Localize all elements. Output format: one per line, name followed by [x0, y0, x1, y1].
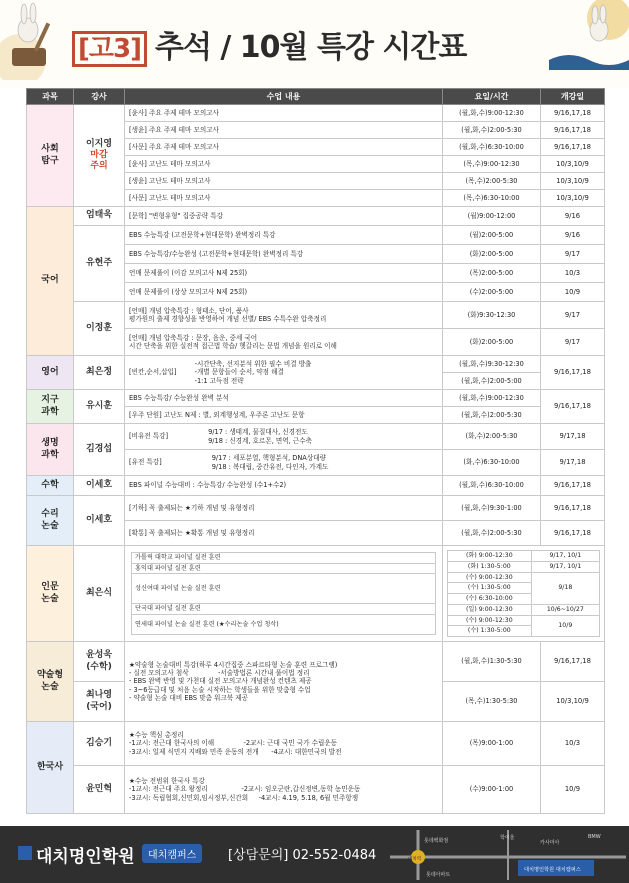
- content-line: - 약술형 논술 대비 EBS 맞춤 워크북 제공: [129, 693, 248, 702]
- schedule-cell: [443, 546, 605, 642]
- teacher-name: 최은정: [74, 356, 125, 390]
- course-date: 9/17: [541, 245, 605, 264]
- course-content: [생윤] 고난도 테마 모의고사: [125, 173, 443, 190]
- course-content: EBS 수능특강/수능완성 (고전문학+현대문학) 완벽정리 특강: [125, 245, 443, 264]
- course-date: 9/16: [541, 207, 605, 226]
- course-content: [125, 450, 443, 476]
- course-time: (월,화,수)6:30-10:00: [443, 139, 541, 156]
- course-date: 9/17,18: [541, 450, 605, 476]
- course-date: 10/3,10/9: [541, 190, 605, 207]
- course-content: 언매 문제풀이 (상상 모의고사 N제 25회): [125, 283, 443, 302]
- subject-earth-science: 지구 과학: [27, 390, 74, 424]
- table-row: [27, 226, 605, 245]
- course-date: 9/16,17,18: [541, 356, 605, 390]
- teacher-name: 이세호: [74, 496, 125, 546]
- content-line: [언매] 개념 압축특강 : 문장, 음운, 중세 국어: [129, 333, 258, 342]
- course-date: 10/9: [541, 283, 605, 302]
- map-label: 롯데아파트: [426, 872, 451, 878]
- course-item: 홍익대 파이널 실전 훈련: [132, 563, 436, 574]
- content-line: 9/18 : 신경계, 호르몬, 면역, 근수축: [208, 436, 312, 445]
- table-row: [27, 105, 605, 122]
- course-item: 연세대 파이널 논술 실전 훈련 (★수리논술 수업 청삭): [132, 615, 436, 635]
- course-date: 10/3: [541, 722, 605, 766]
- course-content: [125, 356, 443, 390]
- content-line: ★수능 핵심 총정리: [129, 731, 184, 740]
- content-line: -1교시: 전근대 한국사의 이해 -2교시: 근대 국민 국가 수립운동: [129, 739, 338, 748]
- col-teacher: 강사: [74, 89, 125, 105]
- course-time: (목,수)9:00-12:30: [443, 156, 541, 173]
- course-content: [문학] "변형유형" 집중공략 특강: [125, 207, 443, 226]
- course-content: [사문] 주요 주제 테마 모의고사: [125, 139, 443, 156]
- course-time: (월,화,수)2:00-5:30: [443, 122, 541, 139]
- subject-life-science: 생명 과학: [27, 424, 74, 476]
- course-date: 10/3,10/9: [541, 682, 605, 722]
- course-content: [125, 642, 443, 722]
- course-content: [기하] 꼭 출제되는 ★기하 개념 및 유형정리: [125, 496, 443, 521]
- teacher-name: 유시훈: [74, 390, 125, 424]
- course-content: 언매 문제풀이 (이감 모의고사 N제 25회): [125, 264, 443, 283]
- subject-math: 수학: [27, 476, 74, 496]
- schedule-time: (수) 6:30-10:00: [448, 594, 532, 605]
- course-content: EBS 파이널 수능대비 : 수능특강/ 수능완성 (수1+수2): [125, 476, 443, 496]
- academy-logo-icon: [18, 846, 32, 860]
- grade-tag: [고3]: [72, 31, 147, 67]
- teacher-cell: [74, 105, 125, 207]
- schedule-list: [447, 550, 600, 637]
- table-row: [27, 766, 605, 814]
- map-label: 롯데백화점: [424, 838, 449, 844]
- course-time: (목,수)1:30-5:30: [443, 682, 541, 722]
- content-line: 시간 단축을 위한 실전적 접근법 학습/ 헷갈리는 문법 개념을 원리로 이해: [129, 342, 337, 350]
- content-line: -3교시: 독립협회,신민회,임시정부,신간회 -4교시: 4.19, 5.18, 6월 민주항쟁: [129, 793, 359, 802]
- course-content: [125, 766, 443, 814]
- teacher-name: 이지영: [85, 138, 113, 149]
- course-time: (월,화,수)2:00-5:30: [443, 407, 541, 424]
- course-time: (월,화,수)9:00-12:30: [443, 105, 541, 122]
- table-row: [27, 390, 605, 407]
- rabbit-mortar-illustration: [0, 0, 70, 80]
- course-date: 9/16,17,18: [541, 642, 605, 682]
- schedule-time: (수) 1:30-5:00: [448, 583, 532, 594]
- course-tag: [비유전 특강]: [129, 432, 169, 441]
- course-time: (수)9:00-1:00: [443, 766, 541, 814]
- schedule-table: [26, 88, 605, 814]
- course-date: 9/16,17,18: [541, 521, 605, 546]
- content-line: 9/17 : 세포분열, 핵형분석, DNA상대량: [211, 454, 326, 463]
- map-label: 대치명인학원 대치캠퍼스: [524, 867, 581, 873]
- content-line: -1:1 고득점 전략: [194, 376, 244, 385]
- course-content: [확통] 꼭 출제되는 ★확통 개념 및 유형정리: [125, 521, 443, 546]
- course-content: [사문] 고난도 테마 모의고사: [125, 190, 443, 207]
- location-map: [390, 830, 626, 880]
- course-content: [윤사] 주요 주제 테마 모의고사: [125, 105, 443, 122]
- content-line: 9/18 : 복대립, 중간유전, 다인자, 가계도: [211, 462, 329, 471]
- teacher-name: 이세호: [74, 476, 125, 496]
- course-date: 10/3,10/9: [541, 156, 605, 173]
- teacher-name: 유현주: [74, 226, 125, 302]
- course-time: (월,화,수)2:00-5:00: [443, 373, 541, 390]
- schedule-time: (화) 1:30-5:00: [448, 561, 532, 572]
- deadline-note: 마감 주의: [90, 149, 108, 172]
- course-time: (월,화,수)6:30-10:00: [443, 476, 541, 496]
- academy-name: 대치명인학원: [36, 847, 135, 867]
- subject-korean: 국어: [27, 207, 74, 356]
- course-date: 10/3: [541, 264, 605, 283]
- content-line: [언매] 개념 압축특강 : 형태소, 단어, 품사: [129, 306, 249, 315]
- course-list: [131, 552, 436, 636]
- map-label: BMW: [588, 834, 601, 840]
- course-item: 가톨릭 대학교 파이널 실전 훈련: [132, 552, 436, 563]
- course-time: (목)9:00-1:00: [443, 722, 541, 766]
- col-date: 개강일: [541, 89, 605, 105]
- course-time: (목,수)2:00-5:30: [443, 173, 541, 190]
- course-content: [우주 단원] 고난도 N제 : 별, 외계행성계, 우주론 고난도 문항: [125, 407, 443, 424]
- schedule-time: (일) 9:00-12:30: [448, 604, 532, 615]
- content-line: -시간단축, 선지분석 위한 필수 비결 방출: [194, 360, 312, 369]
- teacher-name: 윤민혁: [74, 766, 125, 814]
- schedule-time: (화) 9:00-12:30: [448, 551, 532, 562]
- teacher-name: 최은식: [74, 546, 125, 642]
- content-line: -1교시: 전근대 주요 왕정리 -2교시: 임오군란,갑신정변,동학 농민운동: [129, 785, 361, 794]
- table-row: [27, 642, 605, 682]
- course-content: [생윤] 주요 주제 테마 모의고사: [125, 122, 443, 139]
- table-row: [27, 496, 605, 521]
- table-header-row: [27, 89, 605, 105]
- schedule-date: 9/18: [531, 572, 599, 604]
- course-time: (화)2:00-5:00: [443, 329, 541, 356]
- schedule-time: (수) 1:30-5:00: [448, 626, 532, 637]
- course-date: 9/17,18: [541, 424, 605, 450]
- teacher-name: 최나영 (국어): [74, 682, 125, 722]
- schedule-date: 10/6~10/27: [531, 604, 599, 615]
- col-subject: 과목: [27, 89, 74, 105]
- rabbit-moon-illustration: [549, 0, 629, 70]
- content-line: 평가원의 출제 경향성을 반영하여 개념 선별/ EBS 수특수완 압축정리: [129, 315, 327, 323]
- content-line: - 실전 모의고사 첨삭 -서술방법론 시간내 풀이법 정리: [129, 669, 310, 678]
- course-date: 10/3,10/9: [541, 173, 605, 190]
- map-label: 대치역: [408, 857, 422, 862]
- table-row: [27, 356, 605, 373]
- schedule-date: 10/9: [531, 615, 599, 637]
- course-date: 9/16,17,18: [541, 122, 605, 139]
- course-content: [125, 302, 443, 329]
- course-time: (월,화,수)9:00-12:30: [443, 390, 541, 407]
- course-time: (월,화,수)1:30-5:30: [443, 642, 541, 682]
- course-time: (화)9:30-12:30: [443, 302, 541, 329]
- course-time: (화,수)6:30-10:00: [443, 450, 541, 476]
- teacher-name: 엄태욱: [74, 207, 125, 226]
- content-line: - EBS 완벽 반영 및 가천대 실전 모의고사 개념완성 컨텐츠 제공: [129, 677, 312, 686]
- course-date: 9/16,17,18: [541, 105, 605, 122]
- course-time: (월,화,수)9:30-1:00: [443, 496, 541, 521]
- subject-short-essay: 약술형 논술: [27, 642, 74, 722]
- course-time: (목)2:00-5:00: [443, 264, 541, 283]
- course-date: 9/17: [541, 329, 605, 356]
- title-text: 추석 / 10월 특강 시간표: [154, 30, 467, 65]
- table-row: [27, 722, 605, 766]
- course-item: 단국대 파이널 실전 훈련: [132, 604, 436, 615]
- course-time: (월,화,수)2:00-5:30: [443, 521, 541, 546]
- map-label: 학여울: [500, 835, 515, 841]
- contact-phone[interactable]: [상담문의] 02-552-0484: [228, 848, 377, 863]
- subject-humanities-essay: 인문 논술: [27, 546, 74, 642]
- course-time: (목,수)6:30-10:00: [443, 190, 541, 207]
- course-date: 9/17: [541, 302, 605, 329]
- page-footer: [0, 826, 629, 883]
- content-line: -3교시: 일제 식민지 지배와 민족 운동의 전개 -4교시: 대한민국의 발전: [129, 747, 342, 756]
- table-row: [27, 207, 605, 226]
- course-date: 9/16,17,18: [541, 496, 605, 521]
- page-title: [72, 22, 466, 66]
- content-line: ★약술형 논술대비 특강(하루 4시간집중 스파르타형 논술 훈련 프로그램): [129, 660, 338, 669]
- content-line: -개별 문항들이 순서, 약점 해결: [194, 368, 284, 377]
- subject-korean-history: 한국사: [27, 722, 74, 814]
- col-time: 요일/시간: [443, 89, 541, 105]
- subject-english: 영어: [27, 356, 74, 390]
- content-line: - 3~6등급대 및 처음 논술 시작하는 학생들을 위한 맞춤형 수업: [129, 685, 311, 694]
- course-content: [125, 329, 443, 356]
- content-line: ★수능 전범위 한국사 특강: [129, 777, 205, 786]
- table-row: [27, 546, 605, 642]
- table-row: [27, 476, 605, 496]
- course-content: EBS 수능특강 (고전문학+현대문학) 완벽정리 특강: [125, 226, 443, 245]
- campus-badge: 대치캠퍼스: [142, 844, 202, 863]
- course-date: 9/16,17,18: [541, 390, 605, 424]
- teacher-name: 윤성욱 (수학): [74, 642, 125, 682]
- course-date: 9/16,17,18: [541, 476, 605, 496]
- teacher-name: 김경섭: [74, 424, 125, 476]
- course-content: [125, 546, 443, 642]
- course-time: (월)2:00-5:00: [443, 226, 541, 245]
- map-label: 카사미아: [540, 840, 560, 846]
- teacher-name: 이정훈: [74, 302, 125, 356]
- teacher-name: 김승기: [74, 722, 125, 766]
- course-date: 9/16: [541, 226, 605, 245]
- schedule-time: (수) 9:00-12:30: [448, 572, 532, 583]
- col-content: 수업 내용: [125, 89, 443, 105]
- course-content: [125, 424, 443, 450]
- course-item: 성신여대 파이널 논술 실전 훈련: [132, 574, 436, 604]
- page-header: [0, 0, 629, 88]
- course-tag: [빈칸,순서,삽입]: [129, 368, 177, 377]
- schedule-time: (수) 9:00-12:30: [448, 615, 532, 626]
- course-content: [윤사] 고난도 테마 모의고사: [125, 156, 443, 173]
- table-row: [27, 424, 605, 450]
- subject-social: 사회 탐구: [27, 105, 74, 207]
- schedule-date: 9/17, 10/1: [531, 561, 599, 572]
- course-content: EBS 수능특강/ 수능완성 완벽 분석: [125, 390, 443, 407]
- course-time: (수)2:00-5:00: [443, 283, 541, 302]
- schedule-date: 9/17, 10/1: [531, 551, 599, 562]
- course-time: (월,화,수)9:30-12:30: [443, 356, 541, 373]
- course-date: 9/16,17,18: [541, 139, 605, 156]
- course-content: [125, 722, 443, 766]
- course-time: (화)2:00-5:00: [443, 245, 541, 264]
- course-date: 10/9: [541, 766, 605, 814]
- course-time: (월)9:00-12:00: [443, 207, 541, 226]
- content-line: 9/17 : 생태계, 물질대사, 신경전도: [208, 428, 308, 437]
- course-tag: [유전 특강]: [129, 458, 162, 467]
- course-time: (화,수)2:00-5:30: [443, 424, 541, 450]
- table-row: [27, 302, 605, 329]
- subject-math-essay: 수리 논술: [27, 496, 74, 546]
